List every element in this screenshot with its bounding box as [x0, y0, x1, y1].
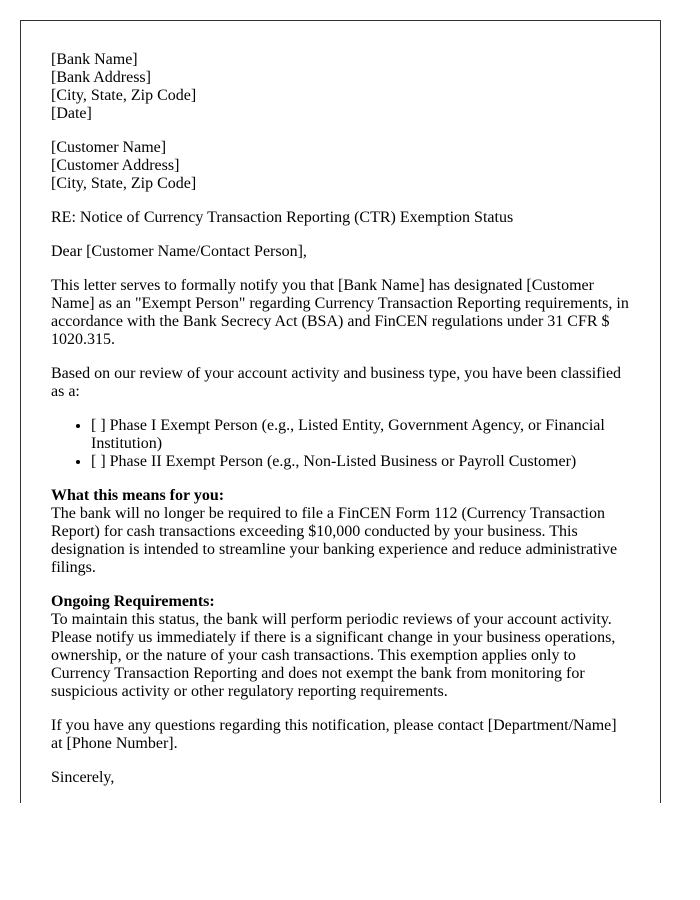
salutation: Dear [Customer Name/Contact Person],: [51, 243, 307, 260]
customer-city-state-zip: [City, State, Zip Code]: [51, 175, 197, 192]
customer-name: [Customer Name]: [51, 139, 167, 156]
closing: Sincerely,: [51, 769, 115, 786]
contact-paragraph: If you have any questions regarding this notification, please contact [Department/Name] at [Phone Number].: [51, 717, 617, 752]
classification-options-list: [51, 417, 630, 471]
section-what-this-means: [51, 487, 630, 577]
classification-option-phase-2: • [ ] Phase II Exempt Person (e.g., Non-Listed Business or Payroll Customer): [91, 453, 630, 471]
bank-name: [Bank Name]: [51, 51, 138, 68]
section-title: Ongoing Requirements:: [51, 593, 215, 610]
customer-address: [Customer Address]: [51, 157, 180, 174]
subject-line: RE: Notice of Currency Transaction Reporting (CTR) Exemption Status: [51, 209, 514, 226]
intro-paragraph: This letter serves to formally notify you that [Bank Name] has designated [Customer Name] as an "Exempt Person" regarding Currency Transaction Reporting requirements, in accordance with the Bank Secrecy Act (BSA) and FinCEN regulations under 31 CFR $ 1020.315.: [51, 277, 629, 348]
section-title: What this means for you:: [51, 487, 225, 504]
section-ongoing-requirements: [51, 593, 630, 701]
classification-paragraph: Based on our review of your account activity and business type, you have been classified as a:: [51, 365, 622, 400]
bank-address: [Bank Address]: [51, 69, 151, 86]
letter-document: [20, 20, 661, 803]
section-body: To maintain this status, the bank will perform periodic reviews of your account activity. Please notify us immediately if there is a significant change in your business operations, ownership, or the nature of your cash transactions. This exemption applies only to Currency Transaction Reporting and does not exempt the bank from monitoring for suspicious activity or other regulatory reporting requirements.: [51, 611, 616, 700]
sender-address-block: [51, 51, 630, 123]
letter-date: [Date]: [51, 105, 92, 122]
section-body: The bank will no longer be required to file a FinCEN Form 112 (Currency Transaction Report) for cash transactions exceeding $10,000 conducted by your business. This designation is intended to streamline your banking experience and reduce administrative filings.: [51, 505, 618, 576]
classification-option-phase-1: • [ ] Phase I Exempt Person (e.g., Listed Entity, Government Agency, or Financial Institution): [91, 417, 630, 453]
recipient-address-block: [51, 139, 630, 193]
bank-city-state-zip: [City, State, Zip Code]: [51, 87, 197, 104]
